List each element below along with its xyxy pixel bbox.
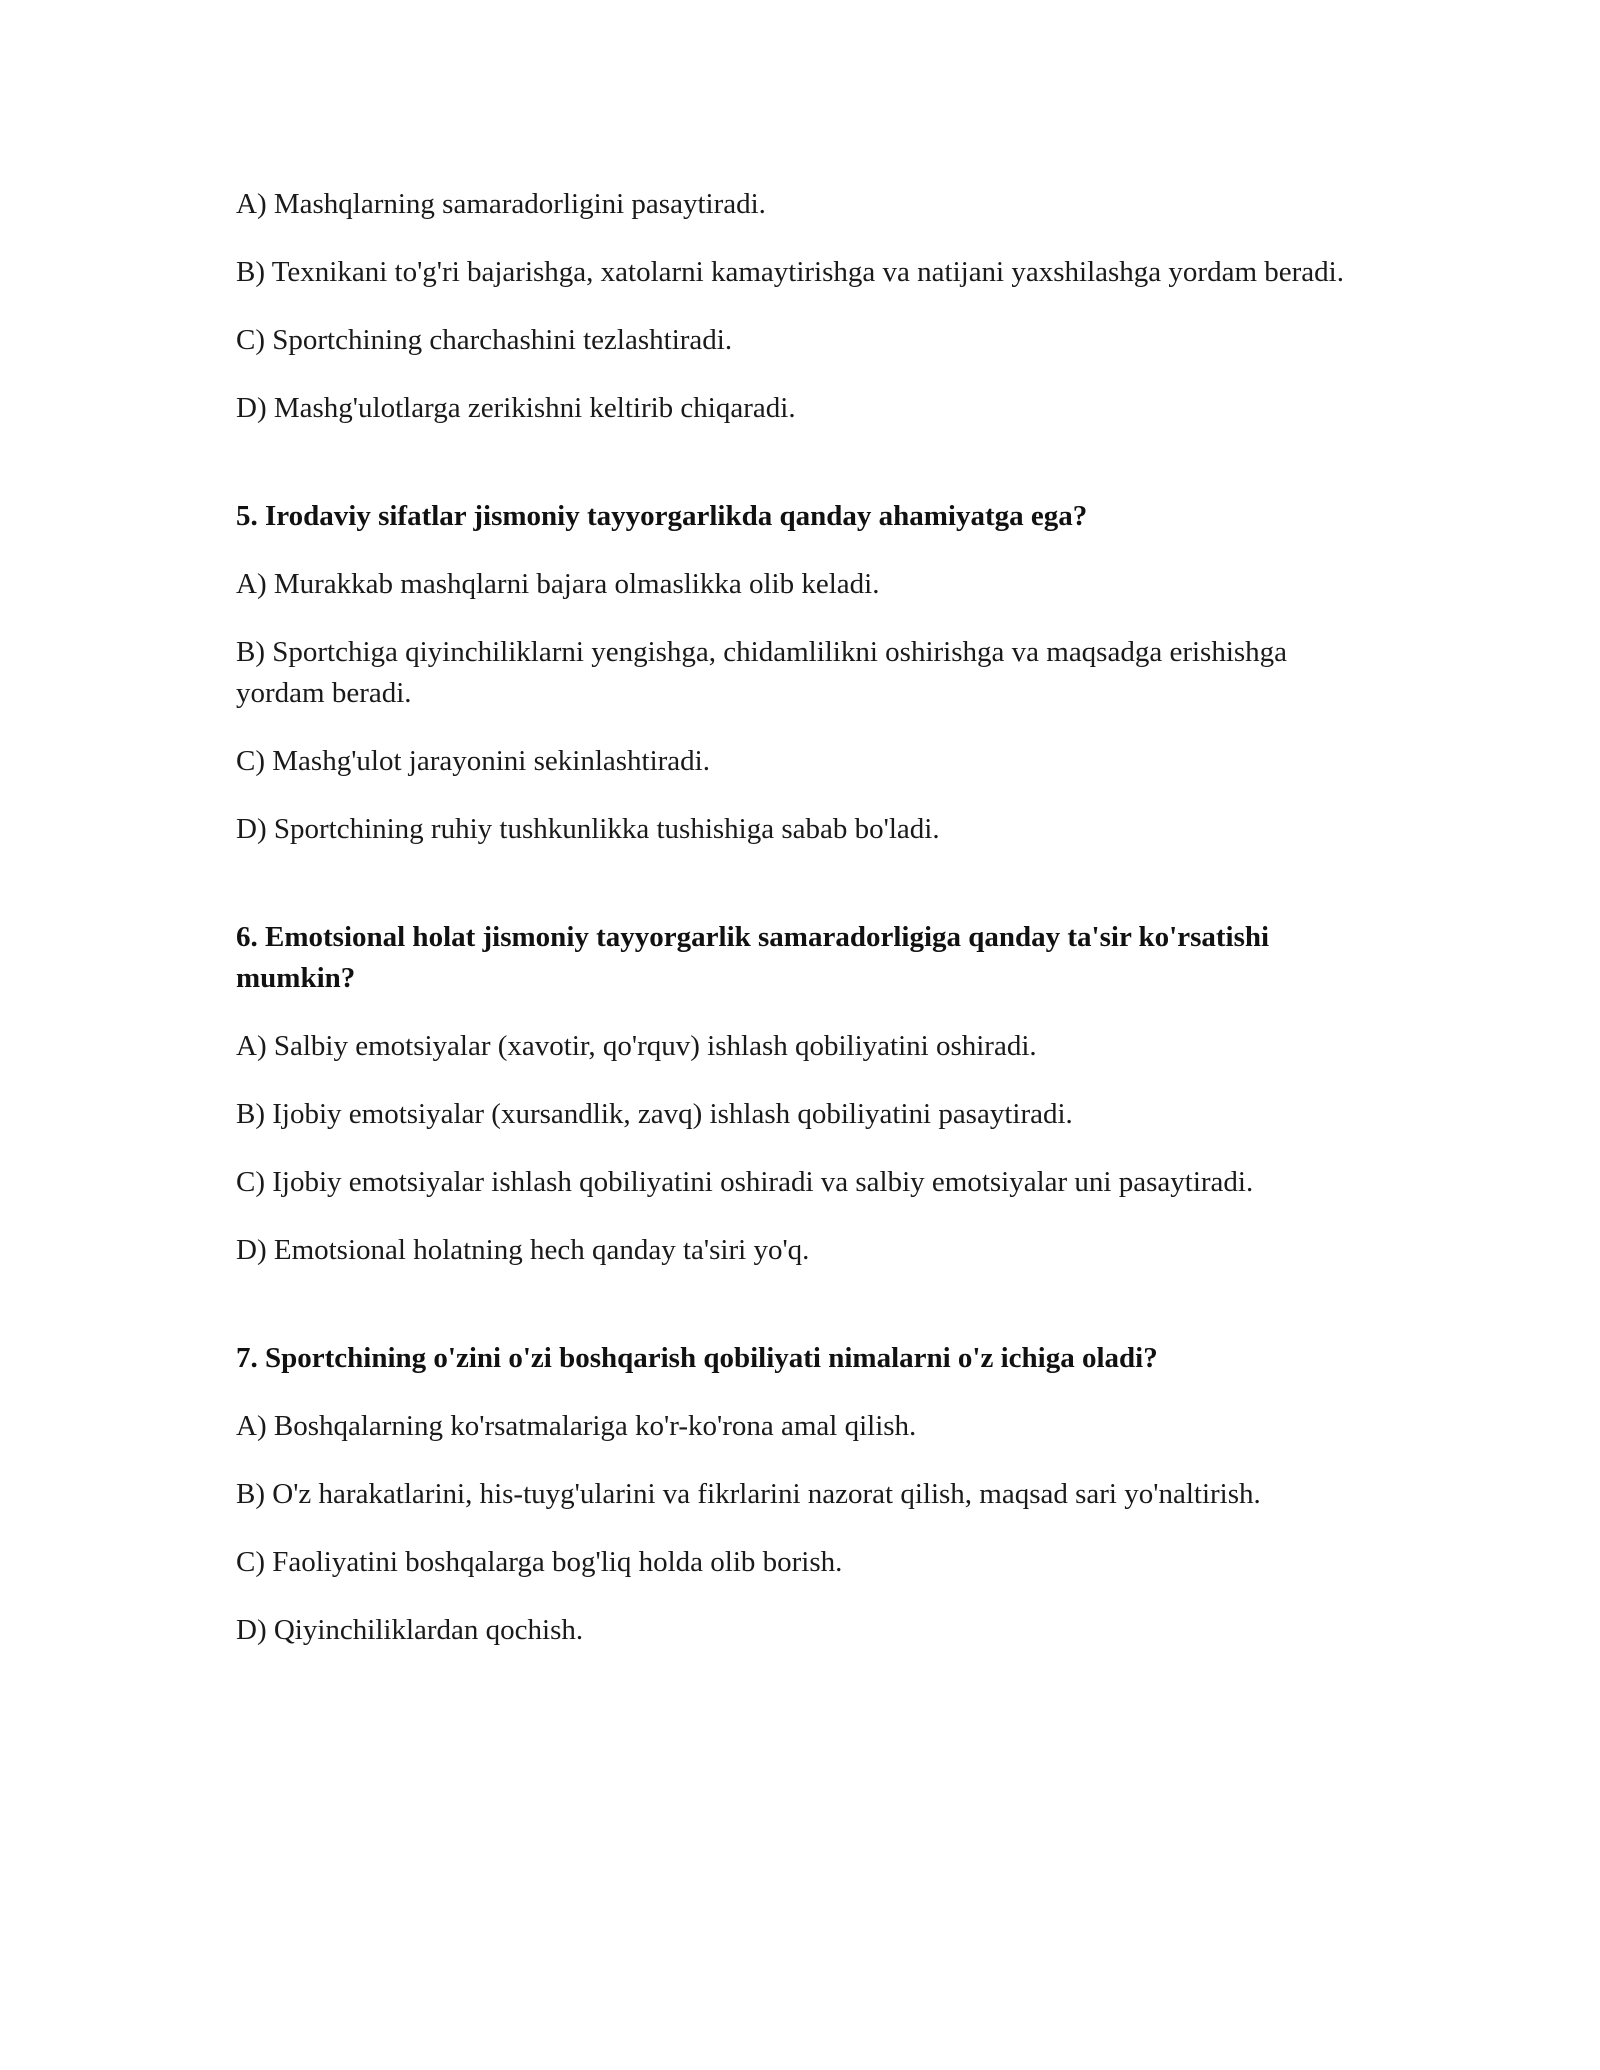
answer-option-a: A) Murakkab mashqlarni bajara olmaslikka olib keladi. [236,568,880,600]
answer-option-b: B) O'z harakatlarini, his-tuyg'ularini va fikrlarini nazorat qilish, maqsad sari yo'naltirish. [236,1478,1261,1510]
answer-option-a: A) Salbiy emotsiyalar (xavotir, qo'rquv) ishlash qobiliyatini oshiradi. [236,1030,1037,1062]
answer-option-d: D) Qiyinchiliklardan qochish. [236,1614,584,1646]
answer-option-b: B) Texnikani to'g'ri bajarishga, xatolarni kamaytirishga va natijani yaxshilashga yordam beradi. [236,256,1344,288]
question-block-5 [236,496,1366,850]
answer-option-b: B) Ijobiy emotsiyalar (xursandlik, zavq) ishlash qobiliyatini pasaytiradi. [236,1098,1073,1130]
question-text: 5. Irodaviy sifatlar jismoniy tayyorgarlikda qanday ahamiyatga ega? [236,500,1088,532]
question-block-7 [236,1338,1366,1651]
answer-option-c: C) Faoliyatini boshqalarga bog'liq holda olib borish. [236,1546,843,1578]
question-text: 7. Sportchining o'zini o'zi boshqarish qobiliyati nimalarni o'z ichiga oladi? [236,1342,1158,1374]
question-block-6 [236,917,1366,1271]
answer-option-b: B) Sportchiga qiyinchiliklarni yengishga, chidamlilikni oshirishga va maqsadga erishishga yordam beradi. [236,636,1288,709]
answer-option-d: D) Sportchining ruhiy tushkunlikka tushishiga sabab bo'ladi. [236,813,940,845]
answer-option-c: C) Sportchining charchashini tezlashtiradi. [236,324,733,356]
question-block-4 [236,184,1366,429]
document-page [236,184,1366,1678]
answer-option-c: C) Ijobiy emotsiyalar ishlash qobiliyatini oshiradi va salbiy emotsiyalar uni pasaytiradi. [236,1166,1254,1198]
question-text: 6. Emotsional holat jismoniy tayyorgarlik samaradorligiga qanday ta'sir ko'rsatishi mumkin? [236,921,1270,994]
answer-option-a: A) Mashqlarning samaradorligini pasaytiradi. [236,188,766,220]
answer-option-d: D) Mashg'ulotlarga zerikishni keltirib chiqaradi. [236,392,796,424]
answer-option-a: A) Boshqalarning ko'rsatmalariga ko'r-ko'rona amal qilish. [236,1410,917,1442]
answer-option-c: C) Mashg'ulot jarayonini sekinlashtiradi. [236,745,710,777]
answer-option-d: D) Emotsional holatning hech qanday ta'siri yo'q. [236,1234,810,1266]
